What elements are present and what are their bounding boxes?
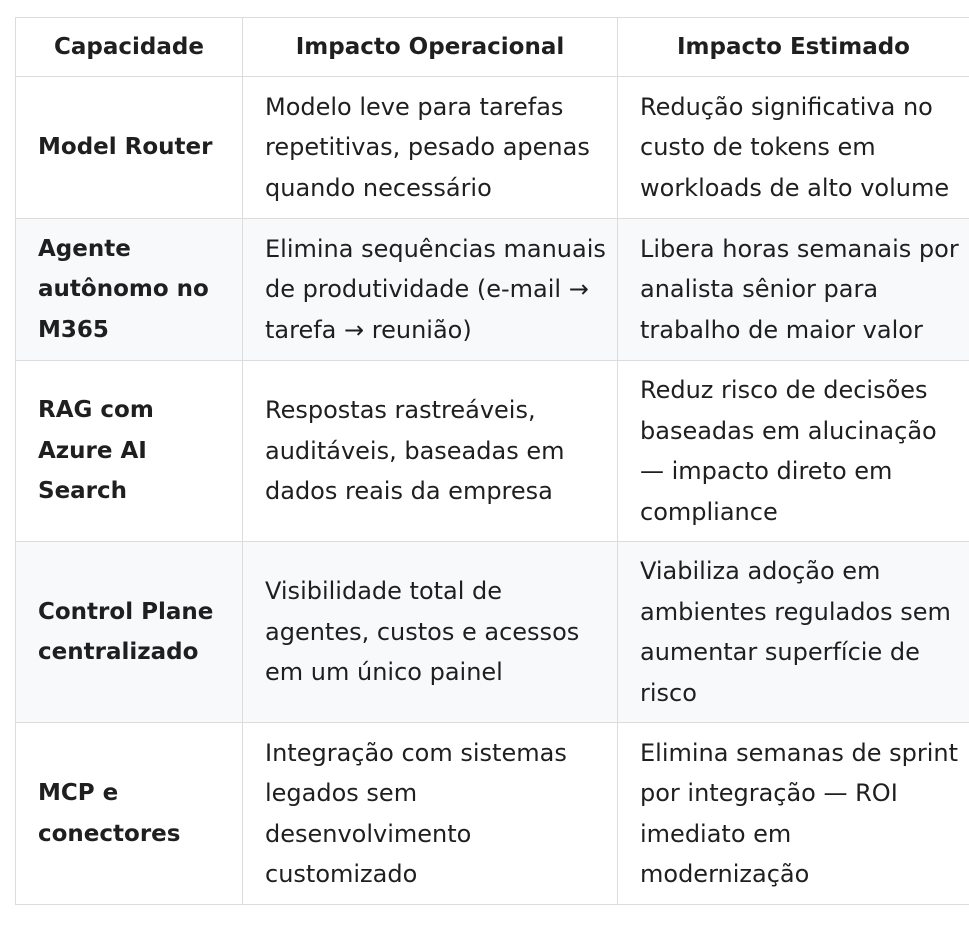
capability-cell: RAG com Azure AI Search (16, 361, 243, 542)
estimated-impact-cell: Viabiliza adoção em ambientes regulados sem aumentar superfície de risco (618, 542, 969, 723)
estimated-impact-cell: Reduz risco de decisões baseadas em alucinação — impacto direto em compliance (618, 361, 969, 542)
table-row (16, 542, 969, 723)
capability-cell: Model Router (16, 77, 243, 219)
estimated-impact-cell: Redução significativa no custo de tokens em workloads de alto volume (618, 77, 969, 219)
operational-impact-cell: Integração com sistemas legados sem desenvolvimento customizado (243, 723, 618, 905)
table-row (16, 77, 969, 219)
operational-impact-cell: Modelo leve para tarefas repetitivas, pesado apenas quando necessário (243, 77, 618, 219)
table-row (16, 219, 969, 361)
operational-impact-cell: Visibilidade total de agentes, custos e acessos em um único painel (243, 542, 618, 723)
table-header (16, 18, 969, 77)
table-row (16, 361, 969, 542)
operational-impact-cell: Elimina sequências manuais de produtividade (e-mail → tarefa → reunião) (243, 219, 618, 361)
capability-cell: Agente autônomo no M365 (16, 219, 243, 361)
capability-cell: Control Plane centralizado (16, 542, 243, 723)
capabilities-table (15, 17, 969, 905)
table-row (16, 723, 969, 905)
estimated-impact-cell: Elimina semanas de sprint por integração — ROI imediato em modernização (618, 723, 969, 905)
estimated-impact-cell: Libera horas semanais por analista sênior para trabalho de maior valor (618, 219, 969, 361)
operational-impact-cell: Respostas rastreáveis, auditáveis, baseadas em dados reais da empresa (243, 361, 618, 542)
header-impacto-operacional: Impacto Operacional (243, 18, 618, 77)
table-body (16, 77, 969, 905)
header-impacto-estimado: Impacto Estimado (618, 18, 969, 77)
header-capacidade: Capacidade (16, 18, 243, 77)
capability-cell: MCP e conectores (16, 723, 243, 905)
header-row (16, 18, 969, 77)
